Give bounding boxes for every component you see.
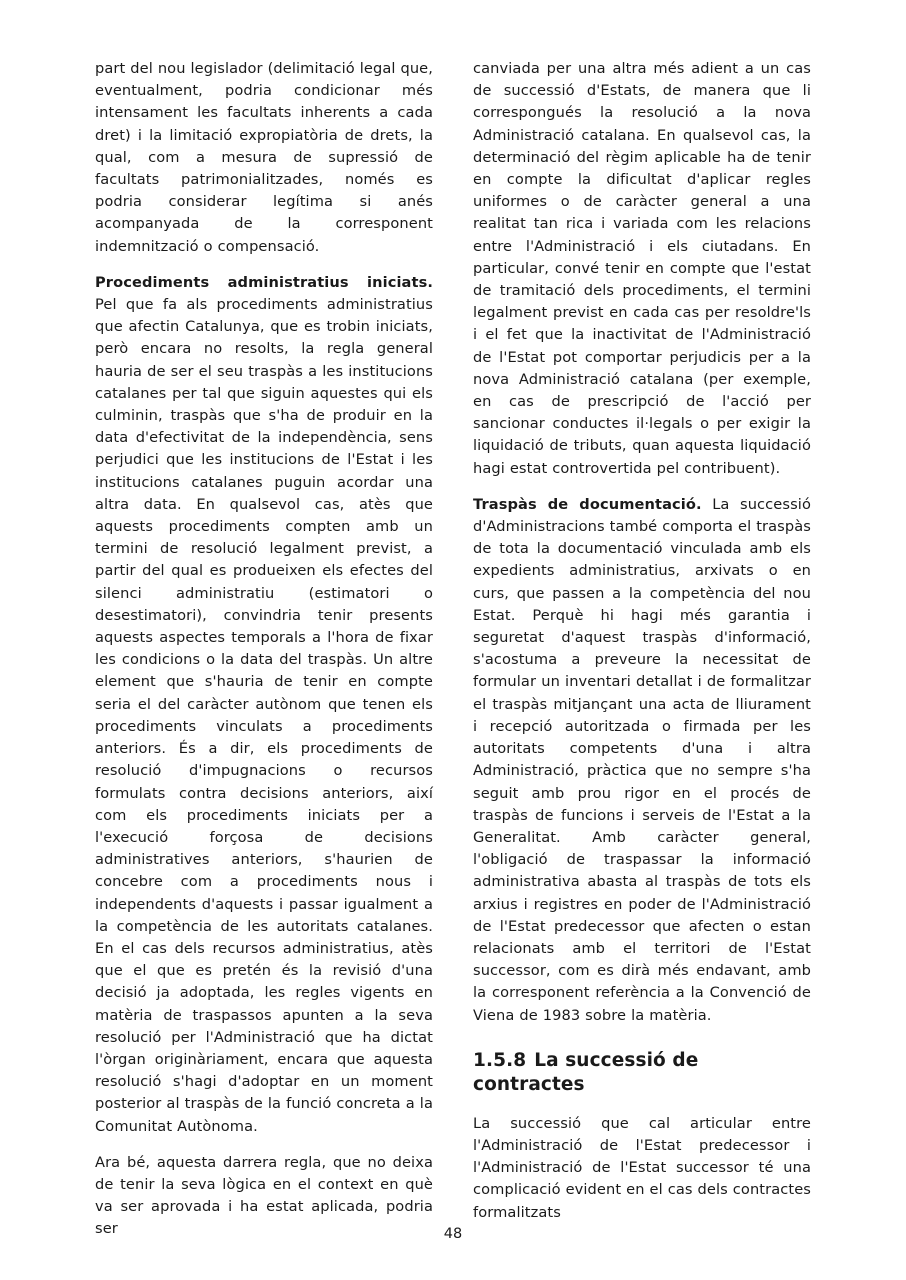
right-column [473, 58, 811, 1221]
paragraph-body: Pel que fa als procediments administratius que afectin Catalunya, que es trobin iniciats, però encara no resolts, la regla general hauria de ser el seu traspàs a les institucions catalanes per tal que siguin aquestes qui els culminin, traspàs que s'ha de produir en la data d'efectivitat de la independència, sens perjudici que les institucions de l'Estat i les institucions catalanes puguin acordar una altra data. En qualsevol cas, atès que aquests procediments compten amb un termini de resolució legalment previst, a partir del qual es produeixen els efectes del silenci administratiu (estimatori o desestimatori), convindria tenir presents aquests aspectes temporals a l'hora de fixar les condicions o la data del traspàs. Un altre element que s'hauria de tenir en compte seria el del caràcter autònom que tenen els procediments vinculats a procediments anteriors. És a dir, els procediments de resolució d'impugnacions o recursos formulats contra decisions anteriors, així com els procediments iniciats per a l'execució forçosa de decisions administratives anteriors, s'haurien de concebre com a procediments nous i independents d'aquests i passar igualment a la competència de les autoritats catalanes. En el cas dels recursos administratius, atès que el que es pretén és la revisió d'una decisió ja adoptada, les regles vigents en matèria de traspassos apunten a la seva resolució per l'Administració que ha dictat l'òrgan originàriament, encara que aquesta resolució s'hagi d'adoptar en un moment posterior al traspàs de la funció concreta a la Comunitat Autònoma. [95, 296, 433, 1135]
paragraph-body: La successió d'Administracions també comporta el traspàs de tota la documentació vinculada amb els expedients administratius, arxivats o en curs, que passen a la competència del nou Estat. Perquè hi hagi més garantia i seguretat d'aquest traspàs d'informació, s'acostuma a preveure la necessitat de formular un inventari detallat i de formalitzar el traspàs mitjançant una acta de lliurament i recepció autoritzada o firmada per les autoritats competents d'una i altra Administració, pràctica que no sempre s'ha seguit amb prou rigor en el procés de traspàs de funcions i serveis de l'Estat a la Generalitat. Amb caràcter general, l'obligació de traspassar la informació administrativa abasta al traspàs de tots els arxius i registres en poder de l'Administració de l'Estat predecessor que afecten o estan relacionats amb el territori de l'Estat successor, com es dirà més endavant, amb la corresponent referència a la Convenció de Viena de 1983 sobre la matèria. [473, 495, 811, 1024]
left-column [95, 58, 433, 1238]
paragraph: canviada per una altra més adient a un cas de successió d'Estats, de manera que li correspongués la resolució a la nova Administració catalana. En qualsevol cas, la determinació del règim aplicable ha de tenir en compte la dificultat d'aplicar regles uniformes o de caràcter general a una realitat tan rica i variada com les relacions entre l'Administració i els ciutadans. En particular, convé tenir en compte que l'estat de tramitació dels procediments, el termini legalment previst en cada cas per resoldre'ls i el fet que la inactivitat de l'Administració de l'Estat pot comportar perjudicis per a la nova Administració catalana (per exemple, en cas de prescripció de l'acció per sancionar conductes il·legals o per exigir la liquidació de tributs, quan aquesta liquidació hagi estat controvertida pel contribuent). [473, 60, 811, 477]
paragraph-traspas [473, 494, 811, 1027]
runin-heading-traspas: Traspàs de documentació. [473, 495, 702, 513]
page-number: 48 [443, 1226, 463, 1242]
section-title: La successió de contractes [473, 1049, 699, 1095]
paragraph: part del nou legislador (delimitació legal que, eventualment, podria condicionar més intensament les facultats inherents a cada dret) i la limitació expropiatòria de drets, la qual, com a mesura de supressió de facultats patrimonialitzades, només es podria considerar legítima si anés acompanyada de la corresponent indemnització o compensació. [95, 60, 433, 255]
runin-heading-procediments: Procediments administratius iniciats. [95, 273, 433, 291]
section-heading [473, 1049, 811, 1097]
paragraph-procediments [95, 272, 433, 1138]
paragraph: La successió que cal articular entre l'Administració de l'Estat predecessor i l'Administració de l'Estat successor té una complicació evident en el cas dels contractes formalitzats [473, 1114, 811, 1221]
section-number: 1.5.8 [473, 1049, 527, 1071]
paragraph: Ara bé, aquesta darrera regla, que no deixa de tenir la seva lògica en el context en què va ser aprovada i ha estat aplicada, podria ser [95, 1153, 433, 1238]
